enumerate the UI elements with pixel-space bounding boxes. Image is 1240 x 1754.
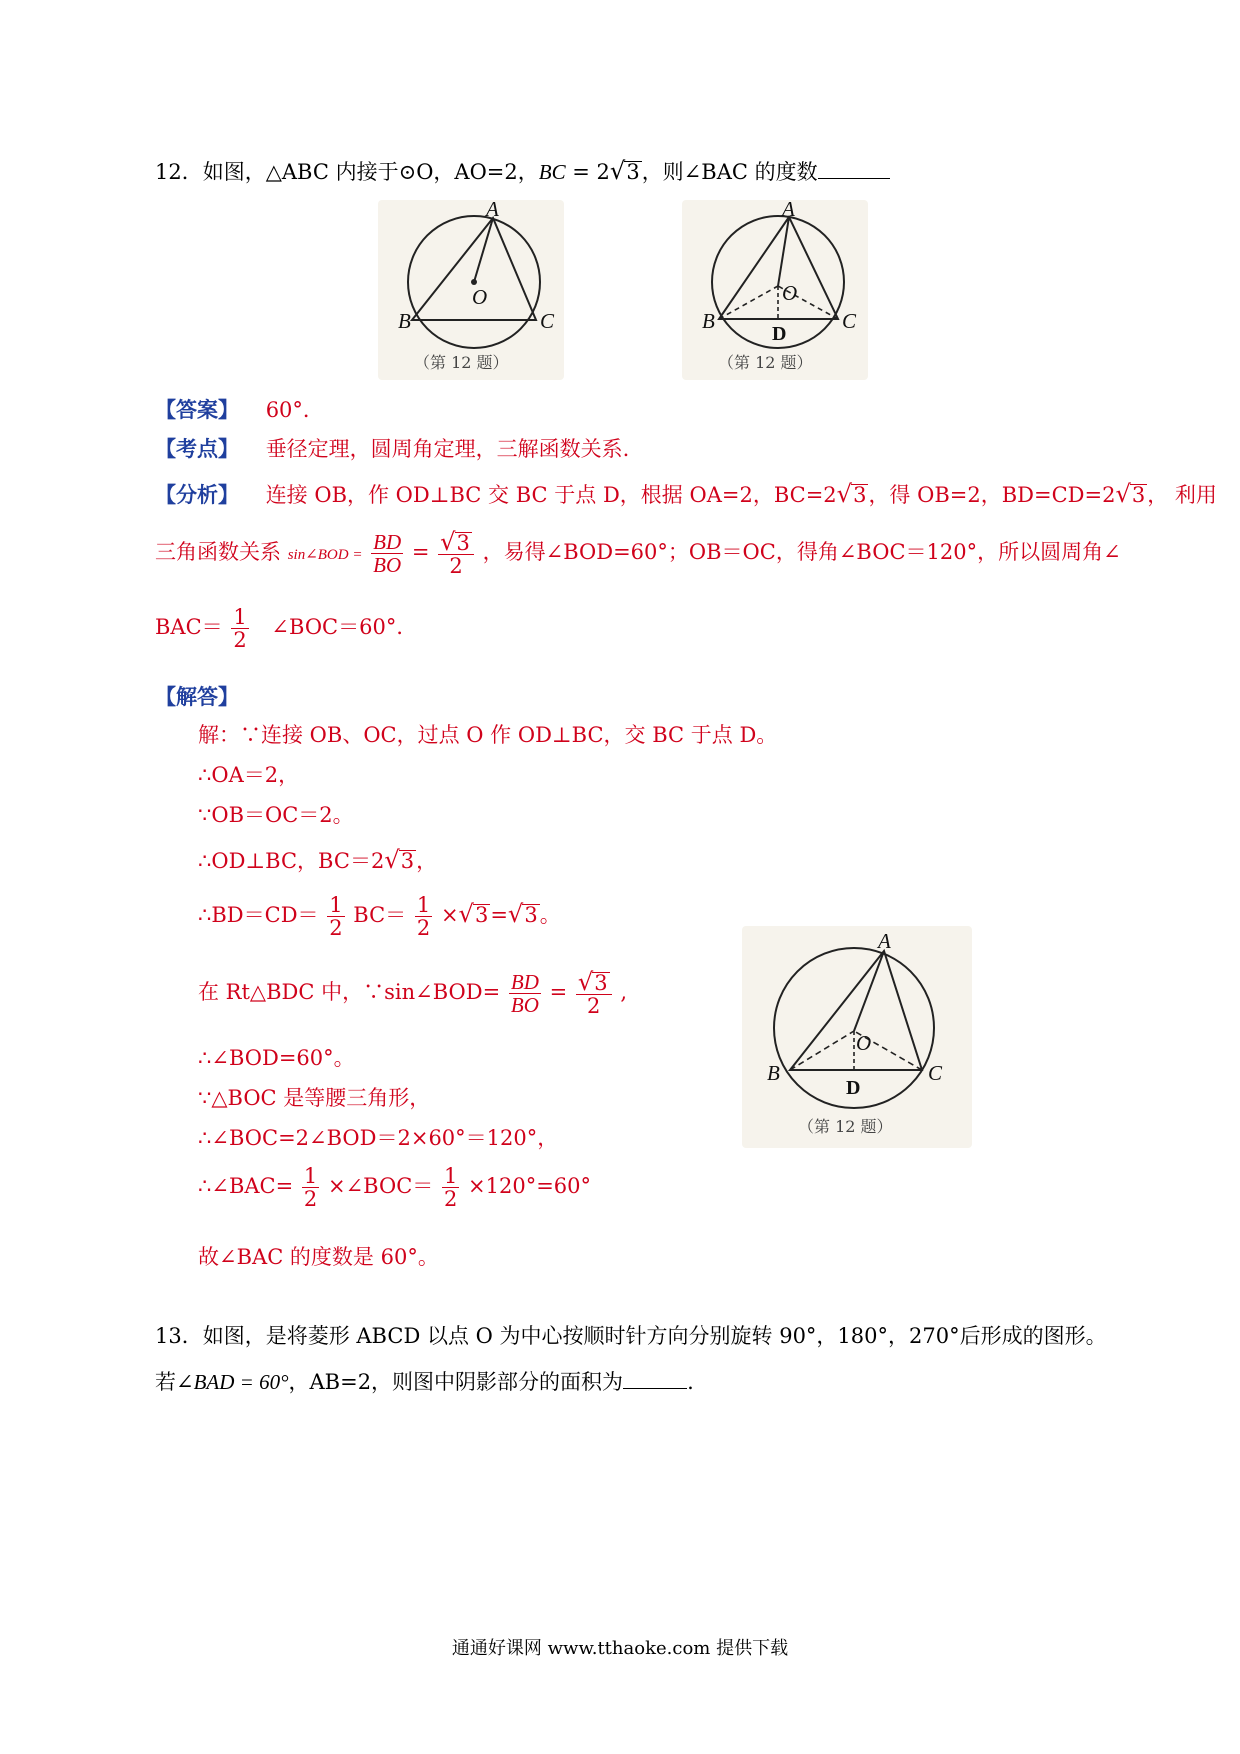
- jieda-l11-text: 故∠BAC 的度数是 60°。: [198, 1245, 439, 1269]
- frac-num: [438, 530, 474, 555]
- jieda-l5-c: ×: [440, 903, 459, 928]
- q12-prefix: 12．如图，△ABC 内接于⊙O，AO=2，: [155, 160, 539, 184]
- frac-den: BO: [510, 993, 539, 1018]
- fig1-label-b: B: [398, 309, 411, 333]
- fenxi-line-2: [155, 530, 1121, 577]
- fenxi-p1-c: ， 利用: [1147, 483, 1217, 507]
- jieda-l10-frac-2: [442, 1165, 459, 1210]
- jieda-l10: [198, 1165, 591, 1210]
- frac-num: 1: [303, 1164, 318, 1188]
- jieda-l4-rad: 3: [400, 849, 415, 873]
- q12-suffix: ，则∠BAC 的度数: [641, 160, 818, 184]
- fenxi-p2-b: ，易得∠BOD=60°；OB＝OC，得角∠BOC＝120°，所以圆周角∠: [482, 540, 1121, 565]
- sqrt-sign: √: [440, 528, 456, 556]
- frac-den: 2: [416, 916, 431, 941]
- q13-l2-c: .: [687, 1370, 694, 1394]
- jieda-l5-rad-2: 3: [524, 903, 538, 928]
- jieda-l4-a: ∴OD⊥BC，BC＝2: [198, 849, 385, 873]
- jieda-l8-text: ∵△BOC 是等腰三角形，: [198, 1086, 431, 1110]
- fenxi-line-1: [155, 482, 1217, 508]
- fenxi-frac-bd-bo: [371, 531, 403, 576]
- fig1-label-o: O: [472, 285, 488, 309]
- fig3-label-d: D: [846, 1077, 861, 1099]
- frac-num-rad: 3: [456, 531, 470, 555]
- fig1-label-a: A: [486, 200, 499, 221]
- jieda-l2: [198, 763, 299, 788]
- fenxi-frac-half: [231, 606, 248, 651]
- jieda-l8: [198, 1086, 430, 1111]
- frac-den: 2: [587, 994, 601, 1019]
- fig2-label-c: C: [842, 309, 857, 333]
- frac-den: BO: [373, 553, 402, 578]
- fenxi-frac-sqrt3-2: [438, 530, 474, 577]
- jieda-l6-a: 在 Rt△BDC 中，∵sin∠BOD=: [198, 980, 501, 1005]
- q12-bc-rad: 3: [626, 160, 640, 184]
- fig3-label-a: A: [878, 929, 891, 953]
- q13-line-1: [155, 1324, 1107, 1349]
- jieda-l5: [198, 894, 561, 939]
- footer: [0, 1638, 1240, 1660]
- fenxi-p2-sin: sin∠BOD =: [287, 547, 363, 564]
- fig2-label-a: A: [782, 200, 795, 221]
- fenxi-p3-b: ∠BOC＝60°．: [271, 615, 418, 640]
- fig1-caption: （第 12 题）: [414, 353, 509, 372]
- fenxi-p3-a: BAC＝: [155, 615, 223, 640]
- jieda-l7-text: ∴∠BOD=60°。: [198, 1046, 355, 1070]
- jieda-l4: [198, 848, 437, 874]
- jieda-l1-text: 解：∵连接 OB、OC，过点 O 作 OD⊥BC，交 BC 于点 D。: [198, 723, 778, 747]
- figure-2: [682, 200, 868, 380]
- jieda-l5-e: 。: [539, 903, 561, 928]
- jieda-l6-frac-bd-bo: [509, 971, 541, 1016]
- frac-num: 1: [233, 605, 247, 629]
- fig3-label-c: C: [928, 1061, 943, 1085]
- q12-bc: BC: [538, 160, 566, 184]
- frac-den: 2: [233, 628, 247, 653]
- frac-num: 1: [329, 893, 343, 917]
- q13-l1-text: 13．如图，是将菱形 ABCD 以点 O 为中心按顺时针方向分别旋转 90°，180°，270°后形成的图形。: [155, 1324, 1107, 1348]
- jieda-l5-frac-2: [415, 894, 432, 939]
- jieda-l9: [198, 1126, 558, 1151]
- figure-3: [742, 926, 972, 1148]
- frac-num: BD: [510, 970, 539, 995]
- frac-num: BD: [373, 530, 402, 555]
- jieda-l5-frac-1: [327, 894, 344, 939]
- frac-num: 1: [443, 1164, 458, 1188]
- fenxi-p1-a: 连接 OB，作 OD⊥BC 交 BC 于点 D，根据 OA=2，BC=2: [265, 483, 837, 507]
- sqrt-sign: √: [458, 900, 474, 929]
- frac-den: 2: [443, 1187, 458, 1212]
- jieda-l7: [198, 1046, 355, 1071]
- kaodian-text: 垂径定理，圆周角定理，三解函数关系.: [265, 437, 630, 461]
- footer-text: 通通好课网 www.tthaoke.com 提供下载: [451, 1638, 789, 1659]
- fenxi-line-3: [155, 606, 417, 651]
- frac-num-rad: 3: [594, 971, 608, 995]
- frac-den: 2: [303, 1187, 318, 1212]
- jieda-l11: [198, 1245, 439, 1270]
- jieda-l5-a: ∴BD＝CD＝: [198, 903, 319, 928]
- jieda-l6: [198, 970, 627, 1017]
- frac-den: 2: [329, 916, 343, 941]
- jieda-l5-d: =: [490, 903, 508, 928]
- q13-l2-a: 若: [155, 1370, 176, 1394]
- jieda-l5-rad-1: 3: [474, 903, 489, 928]
- sqrt-sign: √: [1115, 480, 1131, 508]
- q13-l2-b: ，AB=2，则图中阴影部分的面积为: [288, 1370, 624, 1394]
- jieda-l6-frac-sqrt3-2: [576, 970, 612, 1017]
- jieda-l3-text: ∵OB＝OC＝2。: [198, 803, 354, 827]
- fig2-caption: （第 12 题）: [718, 353, 813, 372]
- fig3-label-b: B: [767, 1061, 780, 1085]
- q12-bc-eq: = 2: [565, 160, 610, 184]
- jieda-l10-c: ×120°=60°: [468, 1174, 592, 1199]
- jieda-l6-c: ,: [620, 980, 627, 1005]
- fig3-label-o: O: [856, 1031, 872, 1055]
- jieda-l6-b: =: [549, 980, 568, 1005]
- answer-line: [155, 397, 324, 423]
- frac-num: [576, 970, 612, 995]
- jieda-tag: 【解答】: [155, 684, 239, 709]
- jieda-tag-line: [155, 684, 239, 710]
- fig2-label-b: B: [702, 309, 715, 333]
- jieda-l10-a: ∴∠BAC=: [198, 1174, 294, 1199]
- sqrt-sign: √: [609, 157, 626, 185]
- fig2-label-d: D: [772, 323, 787, 345]
- jieda-l1: [198, 723, 777, 748]
- jieda-l9-text: ∴∠BOC=2∠BOD＝2×60°＝120°，: [198, 1126, 559, 1150]
- fig1-label-c: C: [540, 309, 555, 333]
- frac-den: 2: [449, 554, 463, 579]
- sqrt-sign: √: [507, 900, 524, 929]
- kaodian-line: [155, 436, 629, 462]
- sqrt-sign: √: [577, 968, 594, 996]
- answer-tag: 【答案】: [155, 397, 239, 422]
- fenxi-p2-eq: =: [411, 540, 430, 565]
- jieda-l4-b: ，: [416, 849, 438, 873]
- jieda-l5-b: BC＝: [353, 903, 407, 928]
- fenxi-p2-a: 三角函数关系: [155, 540, 281, 565]
- jieda-l10-b: ×∠BOC＝: [327, 1174, 434, 1199]
- fenxi-tag: 【分析】: [155, 482, 239, 507]
- q12-line: [155, 158, 890, 185]
- jieda-l10-frac-1: [302, 1165, 319, 1210]
- sqrt-sign: √: [836, 480, 853, 508]
- fig3-caption: （第 12 题）: [798, 1117, 893, 1136]
- fenxi-sqrt-2: 3: [1131, 483, 1146, 507]
- kaodian-tag: 【考点】: [155, 436, 239, 461]
- frac-num: 1: [416, 893, 431, 917]
- answer-text: 60°．: [265, 398, 324, 422]
- fenxi-sqrt-1: 3: [853, 483, 867, 507]
- fenxi-p1-b: ，得 OB=2，BD=CD=2: [868, 483, 1116, 507]
- sqrt-sign: √: [384, 846, 400, 874]
- jieda-l2-text: ∴OA＝2，: [198, 763, 300, 787]
- q12-blank: [818, 158, 890, 179]
- q13-line-2: [155, 1368, 694, 1395]
- q13-blank: [623, 1368, 687, 1389]
- figure-1: [378, 200, 564, 380]
- q13-angle: ∠BAD = 60°: [176, 1370, 289, 1394]
- jieda-l3: [198, 803, 354, 828]
- fig2-label-o: O: [782, 281, 798, 305]
